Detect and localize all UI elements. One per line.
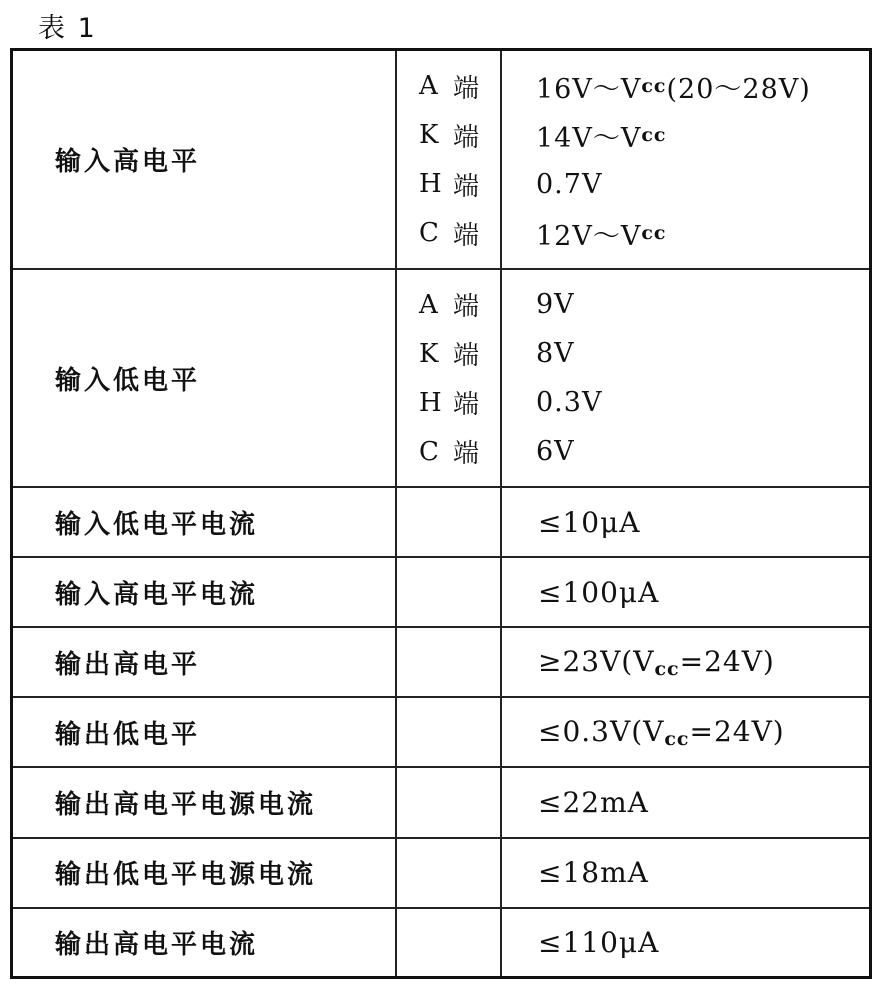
- terminal-label: [397, 427, 500, 476]
- terminal-value: 6V: [536, 436, 575, 467]
- spec-value: $\le 0.3V(V_{cc}=24V)$: [501, 697, 869, 767]
- terminal-pin: H: [419, 169, 442, 199]
- terminal-pin: C: [419, 218, 439, 248]
- terminal-label: [397, 280, 500, 329]
- empty-terminal-cell: [396, 697, 501, 767]
- terminal-value: 14V～V cc: [536, 122, 667, 154]
- table-row: [13, 627, 869, 697]
- terminal-value: 0.7V: [536, 168, 603, 200]
- terminal-pin: H: [419, 387, 442, 418]
- spec-value: ≤110μA: [501, 908, 869, 976]
- terminal-label: [397, 62, 500, 111]
- terminal-suffix: 端: [453, 341, 480, 371]
- table-row: [13, 908, 869, 976]
- terminal-label: [397, 111, 500, 160]
- terminal-pin: A: [419, 289, 438, 320]
- terminal-suffix: 端: [453, 171, 480, 202]
- table-row: [13, 557, 869, 627]
- empty-terminal-cell: [396, 908, 501, 976]
- terminal-pin: C: [419, 436, 439, 467]
- terminal-value: 0.3V: [536, 387, 603, 418]
- terminal-suffix: 端: [453, 292, 480, 322]
- empty-terminal-cell: [396, 767, 501, 837]
- param-name: 输入高电平电流: [13, 557, 396, 627]
- table-row: [13, 269, 869, 487]
- param-name: 输入高电平: [13, 51, 396, 269]
- spec-value: $\ge 23V(V_{cc}=24V)$: [501, 627, 869, 697]
- value-list: [501, 51, 869, 269]
- terminal-label: [397, 160, 500, 209]
- param-name: 输出低电平: [13, 697, 396, 767]
- terminal-value: 8V: [536, 338, 575, 369]
- terminal-value: 9V: [536, 289, 575, 320]
- param-name: 输入低电平: [13, 269, 396, 487]
- empty-terminal-cell: [396, 557, 501, 627]
- param-name: 输出高电平电源电流: [13, 767, 396, 837]
- spec-value: ≤18mA: [501, 838, 869, 908]
- terminal-pin: K: [419, 120, 439, 150]
- empty-terminal-cell: [396, 487, 501, 557]
- empty-terminal-cell: [396, 838, 501, 908]
- empty-terminal-cell: [396, 627, 501, 697]
- terminal-pin: A: [419, 71, 438, 101]
- terminal-list: [396, 269, 501, 487]
- value-list: [501, 269, 869, 487]
- param-name: 输出低电平电源电流: [13, 838, 396, 908]
- table-row: [13, 487, 869, 557]
- param-name: 输出高电平: [13, 627, 396, 697]
- terminal-suffix: 端: [453, 390, 480, 420]
- spec-table: [10, 48, 872, 979]
- terminal-list: [396, 51, 501, 269]
- table-row: [13, 767, 869, 837]
- spec-value: ≤10μA: [501, 487, 869, 557]
- terminal-suffix: 端: [453, 439, 480, 469]
- terminal-pin: K: [419, 338, 439, 369]
- table-row: [13, 51, 869, 269]
- table-caption: 表 1: [38, 13, 97, 44]
- terminal-suffix: 端: [453, 73, 480, 104]
- terminal-label: [397, 209, 500, 258]
- param-name: 输入低电平电流: [13, 487, 396, 557]
- terminal-label: [397, 378, 500, 427]
- table-row: [13, 697, 869, 767]
- terminal-suffix: 端: [453, 220, 480, 251]
- terminal-suffix: 端: [453, 122, 480, 153]
- terminal-value: 12V～V cc: [536, 220, 667, 252]
- terminal-value: 16V～V cc (20～28V): [536, 73, 811, 105]
- spec-value: ≤100μA: [501, 557, 869, 627]
- param-name: 输出高电平电流: [13, 908, 396, 976]
- table-row: [13, 838, 869, 908]
- spec-value: ≤22mA: [501, 767, 869, 837]
- terminal-label: [397, 329, 500, 378]
